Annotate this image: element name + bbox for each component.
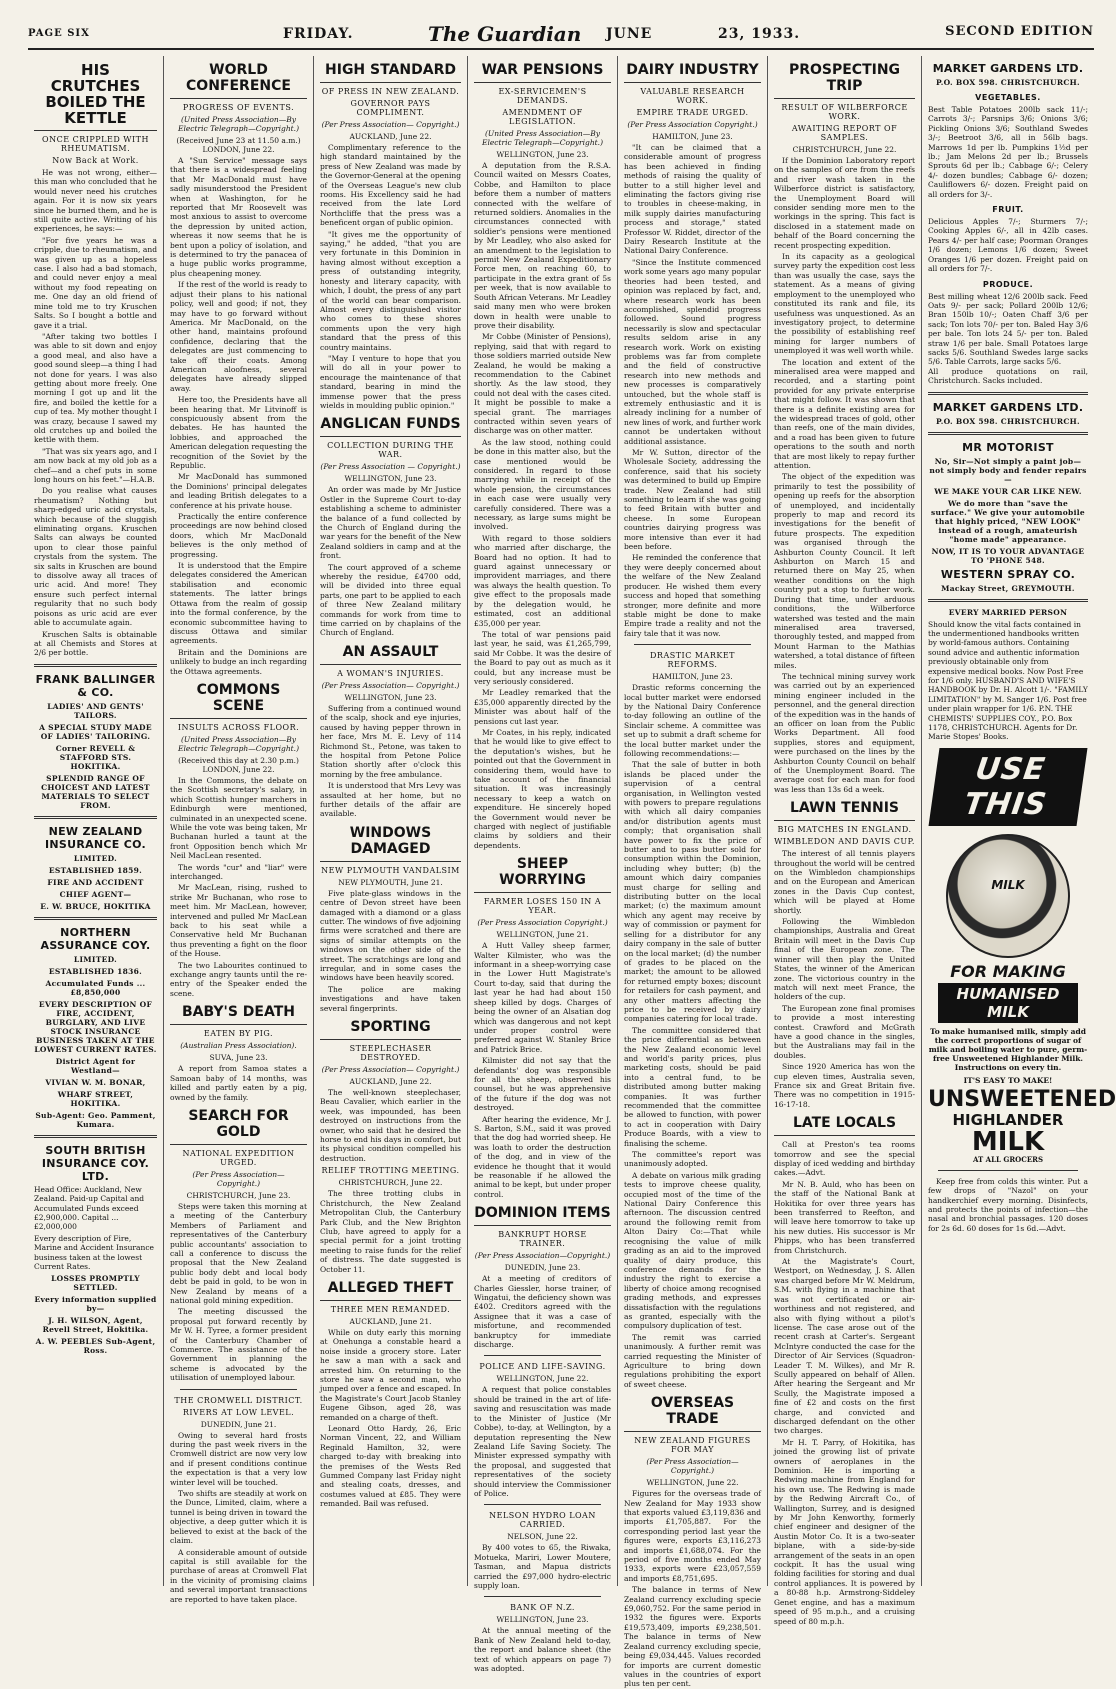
article-paragraph: Figures for the overseas trade of New Zealand for May 1933 show that exports valued £3,119,836 and imports £1,705,887. For the corresponding period last year the figures were, exports £3,116,273 and imports £1,688,074. For the period of five months ended May 1933, exports were £23,057,559 and imports £8,751,695. [624,1489,761,1583]
article-subheading: A WOMAN'S INJURIES. [337,668,444,678]
article-dateline: CHRISTCHURCH, June 23. [186,1190,291,1200]
article-headline: WORLD CONFERENCE [170,58,307,99]
article-paragraph: A Hutt Valley sheep farmer, Walter Kilmister, who was the informant in a sheep-worrying case in the Lower Hutt Magistrate's Court to-day, said that during the last year he had had about 150 sheep killed by dogs. Charges of being the owner of an Alsatian dog which was dangerous and not kept under proper control were preferred against W. Stanley Brice and Patrick Brice. [474,941,611,1054]
advertisement-ballinger [34,673,157,810]
article-paragraph: Mr W. Sutton, director of the Wholesale Society, addressing the conference, said that his society was determined to build up Empire trade. New Zealand had still something to learn if she was going to feed Britain with butter and cheese. In some European countries dairying progress was more intensive than ever it had been before. [624,448,761,552]
article-paragraph: An order was made by Mr Justice Ostler in the Supreme Court to-day establishing a scheme to administer the balance of a fund collected by the Church of England during the war years for the benefit of the New Zealand soldiers in camp and at the front. [320,485,461,561]
article-credit: (Per Press Association— Copyright.) [192,1169,285,1188]
article-headline: PROSPECTING TRIP [774,58,915,99]
article-dateline: WELLINGTON, June 21. [496,930,589,940]
ad-heading: MR MOTORIST [962,440,1054,454]
article-credit: (Per Press Association— Copyright.) [321,120,460,129]
article-paragraph: The two Labourites continued to exchange angry taunts until the re-entry of the Speaker ended the scene. [170,960,307,998]
price-list: Best Table Potatoes 200lb sack 11/-; Carrots 3/-; Parsnips 3/6; Onions 3/6; Pickling Onions 3/6; Southland Swedes 3/-; Beetroot 3/6, all in 56lb bags. Marrows 1d per lb. Pumpkins 1½d per lb.; Jam Melons 2d per lb.; Brussels Sprouts 6d per lb.; Cabbage 6/-; Celery 4/- dozen bundles; Cabbage 6/- dozen; Cauliflowers 6/- dozen. Freight paid on all orders for 3/-. [928,105,1088,199]
price-list-heading: PRODUCE. [982,279,1034,289]
article-paragraph: A considerable amount of outside capital is still available for the purchase of areas at Cromwell Flat in the vicinity of promising claims and several important transactions are reported to have taken place. [170,1547,307,1604]
article-subheading: DRASTIC MARKET REFORMS. [650,651,735,670]
article-paragraph: Keep free from colds this winter. Put a few drops of "Nazol" on your handkerchief every morning. Disinfects, and protects the points of infection—the nasal and bronchial passages. 120 doses for 2s 6d. 60 doses for 1s 6d.—Advt. [928,1176,1088,1233]
article-headline: HIS CRUTCHES BOILED THE KETTLE [34,58,157,131]
article-paragraph: Practically the entire conference proceedings are now behind closed doors, which Mr MacDonald believes is the only method of progressing. [170,512,307,559]
article-paragraph: The committee considered that the price differential as between the New Zealand economic level and world's parity prices, plus marketing costs, should be paid into a central fund, to be distributed among butter making companies. It was further recommended that the committee be allowed to function, with power to act in cooperation with Dairy Produce Boards, with a view to finalising the scheme. [624,1025,761,1148]
article-credit: (United Press Association—By Electric Telegraph—Copyright.) [481,129,603,147]
article-dateline: CHRISTCHURCH, June 22. [792,145,897,154]
article-subheading: THE CROMWELL DISTRICT. [174,1395,303,1405]
article-subheading: POLICE AND LIFE-SAVING. [479,1362,606,1372]
article-headline: ALLEGED THEFT [320,1276,461,1301]
masthead-date: 23, 1933. [718,26,801,42]
article-paragraph: Following the Wimbledon championships, Australia and Great Britain will meet in the Davis Cup final of the European zone. The winner will then play the United States, the winner of the American zone. The victorious country in the match will next meet France, the holders of the cup. [774,917,915,1002]
article-paragraph: "May I venture to hope that you will do all in your power to encourage the maintenance of that standard, bearing in mind the immense power that the press wields in moulding public opinion." [320,353,461,410]
divider [634,644,751,645]
column-5 [618,56,768,1689]
edition-label: SECOND EDITION [945,24,1094,39]
article-headline: SHEEP WORRYING [474,852,611,893]
advertisement-south-british [34,1144,157,1356]
article-subheading: GOVERNOR PAYS COMPLIMENT. [350,99,431,117]
article-subheading: RIVERS AT LOW LEVEL. [182,1407,295,1417]
ad-line: ESTABLISHED 1836. [48,966,143,976]
ad-line: Accumulated Funds ... £8,850,000 [45,978,146,997]
ad-heading: SOUTH BRITISH INSURANCE COY. LTD. [41,1143,150,1183]
article-paragraph: The technical mining survey work was carried out by an experienced mining engineer included in the personnel, and the general direction of the expedition was in the hands of an officer on loan from the Public Works Department. All food supplies, stores and equipment, were purchased on the lines by the Ashburton County Council on behalf of the Unemployment Board. The average cost for each man for food was less than 13s 6d a week. [774,671,915,794]
ad-line: Mackay Street, GREYMOUTH. [941,583,1075,593]
advertisement-market-gardens-2 [928,401,1088,426]
article-paragraph: The three trotting clubs in Christchurch, the New Zealand Metropolitan Club, the Canterbury Park Club, and the New Brighton Club, have agreed to apply for a special permit for a joint trotting meeting to raise funds for the relief of distress. The date suggested is October 11. [320,1189,461,1274]
ad-line: We do more than "save the surface." We give your automobile that highly priced, "NEW LOOK" instead of a rough, amateurish "home made" appearance. [931,498,1085,544]
article-paragraph: The European zone final promises to provide a most interesting contest. Crawford and McGrath have a good chance in the singles, but the Australians may fail in the doubles. [774,1003,915,1060]
article-credit: (Per Press Association Copyright.) [627,120,758,129]
article-paragraph: The words "cur" and "liar" were interchanged. [170,862,307,881]
article-headline: COMMONS SCENE [170,678,307,719]
article-paragraph: In the Commons, the debate on the Scottish secretary's salary, in which Scottish hunger marchers in Edinburgh were mentioned, culminated in an unexpected scene. While the vote was being taken, Mr Buchanan hurled a taunt at the front Opposition bench which Mr Neil MacLean resented. [170,775,307,861]
ad-line: SPLENDID RANGE OF CHOICEST AND LATEST MATERIALS TO SELECT FROM. [41,773,150,810]
price-list: Best milling wheat 12/6 200lb sack. Feed Oats 9/- per sack; Pollard 200lb 12/6; Bran 150lb 10/-; Oaten Chaff 3/6 per sack; Ton lots 70/- per ton. Baled Hay 3/6 per bale. Ton lots 24 5/- per ton. Baled straw 1/6 per bale. Small Potatoes large sacks 5/6. Southland Swedes large sacks 5/6. Table Carrots, large sacks 5/6. [928,291,1088,367]
article-credit: (Per Press Association—Copyright.) [474,1251,611,1261]
article-subheading: PROGRESS OF EVENTS. [182,103,295,112]
article-subheading: FARMER LOSES 150 IN A YEAR. [483,897,602,916]
ad-line: FIRE AND ACCIDENT [47,877,144,887]
article-paragraph: Suffering from a continued wound of the scalp, shock and eye injuries, caused by having pepper thrown in her face, Mrs M. E. Levy of 114 Richmond St., Petone, was taken to the hospital from Petone Police Station shortly after o'clock this morning by the free ambulance. [320,703,461,779]
article-subheading: WIMBLEDON AND DAVIS CUP. [774,837,915,847]
article-paragraph: "After taking two bottles I was able to sit down and enjoy a good meal, and also have a good sound sleep—a thing I had not done for years. I was also getting about more freely. One morning I got up and lit the fire, and boiled the kettle for a cup of tea. My mother thought I was crazy, because I sawed my old crutches up and boiled the kettle with them. [34,331,157,445]
article-paragraph: "For five years he was a cripple, due to rheumatism, and was given up as a hopeless case. I also had a bad stomach, and could never enjoy a meal without my food repeating on me. One day an old friend of mine told me to try Kruschen Salts. So I bought a bottle and gave it a trial. [34,235,157,330]
article-paragraph: A "Sun Service" message says that there is a widespread feeling that Mr MacDonald must have sadly misunderstood the President when at Washington, for he reported that Mr Roosevelt was most anxious to assist to overcome the depression by united action, whereas it now seems that he is bent upon a policy of isolation, and is determined to try the panacea of a huge public works programme, plus cheapening money. [170,156,307,278]
article-dateline: AUCKLAND, June 21. [349,1316,432,1326]
milk-instructions: To make humanised milk, simply add the correct proportions of sugar of milk and boiling water to pure, germ-free Unsweetened Highlander Milk. Instructions on every tin. [928,1026,1088,1072]
article-paragraph: At a meeting of creditors of Charles Giessler, horse trainer, of Wingatui, the deficiency shown was £402. Creditors agreed with the Assignee that it was a case of misfortune, and recommended bankruptcy for immediate discharge. [474,1274,611,1350]
article-dateline: HAMILTON, June 23. [652,132,733,141]
article-dateline: DUNEDIN, June 23. [504,1263,581,1273]
article-dateline: WELLINGTON, June 22. [646,1478,739,1488]
ad-line: LADIES' AND GENTS' TAILORS. [47,701,144,720]
article-headline: LAWN TENNIS [774,796,915,821]
divider [938,1170,1078,1171]
article-credit: (Per Press Association Copyright.) [477,918,608,928]
column-2 [164,56,314,1604]
article-credit: (Per Press Association— Copyright.) [321,1065,460,1075]
article-dateline: AUCKLAND, June 22. [349,1077,432,1087]
ad-line: CHIEF AGENT— [59,889,132,899]
article-paragraph: After hearing the evidence, Mr J. S. Barton, S.M., said it was proved that the dog had worried sheep. He was loath to order the destruction of the dog, and in view of the evidence he thought that it would be reasonable if he allowed the animal to be kept, but under proper control. [474,1114,611,1199]
article-dateline: DUNEDIN, June 21. [200,1419,277,1429]
article-dateline: NEW PLYMOUTH, June 21. [338,877,443,887]
article-subheading: EX-SERVICEMEN'S DEMANDS. [498,87,587,105]
article-subheading: THREE MEN REMANDED. [330,1304,451,1314]
article-subheading: EMPIRE TRADE URGED. [636,108,749,117]
article-dateline: WELLINGTON, June 22. [496,1374,589,1384]
article-paragraph: Mr Coates, in his reply, indicated that he would like to give effect to the deputation's wishes, but he pointed out that the Government in considering them, would have to take account of the financial situation. It was increasingly necessary to keep a watch on expenditure. He sincerely hoped the Government would never be charged with neglect of justifiable claims by soldiers and their dependents. [474,727,611,850]
advertisement-motorist [928,441,1088,593]
article-paragraph: At the Magistrate's Court, Westport, on Wednesday, J. S. Allen was charged before Mr W. Meldrum, S.M. with flying in a machine that was not certificated or air-worthiness and not registered, and also with flying without a pilot's license. The case arose out of the recent crash at Carter's. Sergeant McIntyre conducted the case for the Director of Air Services (Squadron-Leader T. M. Wilkes), and Mr R. Scully appeared on behalf of Allen. After hearing the Sergeant and Mr Scully, the Magistrate imposed a fine of £2 and costs on the first charge, and convicted and discharged defendant on the other two charges. [774,1257,915,1436]
ad-heading: MARKET GARDENS LTD. [932,400,1084,414]
article-paragraph: Steps were taken this morning at a meeting of the Canterbury Members of Parliament and representatives of the Canterbury public accountants' association to call a conference to discuss the proposal that the New Zealand public body debt and local body debt be paid in gold, to be won in New Zealand by means of a national gold mining expedition. [170,1201,307,1305]
divider [484,1355,601,1356]
milk-grocers: AT ALL GROCERS [972,1154,1044,1164]
article-paragraph: The remit was carried unanimously. A further remit was carried requesting the Minister of Agriculture to bring down regulations prohibiting the export of sweet cheese. [624,1332,761,1389]
milk-can-label: MILK [991,877,1025,892]
article-credit: (Per Press Association — Copyright.) [320,462,461,472]
article-subheading: BANK OF N.Z. [510,1603,575,1613]
milk-name: HUMANISED MILK [938,983,1078,1023]
ad-text: Head Office: Auckland, New Zealand. Paid-up Capital and Accumulated Funds exceed £2,900,000. Capital ... £2,000,000 [34,1184,145,1232]
article-headline: WINDOWS DAMAGED [320,821,461,862]
article-headline: BABY'S DEATH [170,1000,307,1025]
article-dateline: SUVA, June 23. [209,1053,268,1063]
ad-line: Every information supplied by— [34,1295,157,1314]
divider [928,599,1088,602]
ad-line: WE MAKE YOUR CAR LIKE NEW. [934,486,1082,496]
article-subheading: RELIEF TROTTING MEETING. [321,1166,460,1176]
article-headline: ANGLICAN FUNDS [320,412,461,437]
article-subheading: STEEPLECHASER DESTROYED. [349,1044,432,1063]
article-paragraph: Do you realise what causes rheumatism? Nothing but sharp-edged uric acid crystals, which because of the sluggish eliminating organs. Kruschen Salts can always be counted upon to clear those painful crystals from the system. The six salts in Kruschen are bound to dissolve away all traces of uric acid. And more! They ensure such perfect internal regularity that no such body poisons as uric acid are ever able to accumulate again. [34,486,157,628]
article-paragraph: Mr MacDonald has summoned the Dominions' principal delegates and leading British delegates to a conference at his private house. [170,472,307,510]
article-subheading: NATIONAL EXPEDITION URGED. [182,1148,295,1167]
milk-for: FOR MAKING [950,961,1066,981]
milk-easy: IT'S EASY TO MAKE! [963,1075,1053,1085]
newspaper-title: The Guardian [428,22,582,46]
article-dateline: (Received June 23 at 11.50 a.m.) LONDON, June 22. [176,136,301,154]
article-paragraph: Mr H. T. Parry, of Hokitika, has joined the growing list of private owners of aeroplanes in the Dominion. He is importing a Redwing machine from England for his own use. The Redwing is made by the Redwing Aircraft Co., of Wallington, Surrey, and is designed by Mr John Kenworthy, formerly chief engineer and designer of the Austin Motor Co. It is a two-seater biplane, with a side-by-side arrangement of the seats in an open cockpit. It has the usual wing folding facilities for storing and dual control appliances. It is powered by a 80-88 h.p. Armstrong-Siddeley Genet engine, and has a maximum speed of 95 m.p.h., and a cruising speed of 80 m.p.h. [774,1437,915,1626]
ad-line: WHARF STREET, HOKITIKA. [57,1089,134,1108]
article-subheading: ONCE CRIPPLED WITH RHEUMATISM. [42,135,149,153]
article-headline: AN ASSAULT [320,640,461,665]
article-paragraph: He was not wrong, either—this man who concluded that he would never need his crutches again. For it is now six years since he burned them, and he is still quite active. Writing of his experiences, he says:— [34,168,157,234]
article-paragraph: The location and extent of the mineralised area were mapped and recorded, and a starting point provided for any private enterprise that might follow. It was shown that there is a definite existing area for the widespread traces of gold, other than reefs, one of the main divides, and a road has been given to future operations to the south and north that are most likely to repay further attention. [774,357,915,470]
milk-brand-line3: MILK [971,1126,1045,1157]
milk-banner: USE THIS [929,748,1088,826]
price-list-heading: VEGETABLES. [975,93,1041,102]
article-headline: SEARCH FOR GOLD [170,1104,307,1145]
article-dateline: WELLINGTON, June 23. [344,692,437,702]
article-dateline: WELLINGTON, June 23. [496,1615,589,1625]
column-3 [314,56,468,1586]
ad-line: P.O. BOX 598. CHRISTCHURCH. [936,78,1080,87]
ad-heading: NEW ZEALAND INSURANCE CO. [44,824,147,851]
article-paragraph: In its capacity as a geological survey party the expedition cost less than was usually the case, says the statement. As a means of giving employment to the unemployed who constituted its rank and file, its usefulness was unquestioned. As an investigatory project, to determine the possibility of establishing reef mining for larger numbers of unemployed it was well worth while. [774,252,915,356]
article-paragraph: "It can be claimed that a considerable amount of progress has been achieved in finding methods of raising the quality of butter to a still higher level and eliminating the factors giving rise to troubles in cheese-making, in milk supply dairies manufacturing process and storage," stated Professor W. Riddet, director of the Dairy Research Institute at the National Dairy Conference. [624,143,761,256]
ad-line: A SPECIAL STUDY MADE OF LADIES' TAILORING. [39,722,152,741]
article-paragraph: The object of the expedition was primarily to test the possibility of opening up reefs for the absorption of unemployed, and incidentally properly to map and record its investigations for the benefit of future prospects. The expedition was organised through the Ashburton County Council. It left Ashburton on March 15 and returned there on May 25, when weather conditions on the high country put a stop to further work. During that time, under arduous conditions, the Wilberforce watershed was tested and the main mineralised area traversed, thoroughly tested, and mapped from Mount Harman to the Mathias watershed, a total distance of fifteen miles. [774,472,915,670]
ad-heading: WESTERN SPRAY CO. [940,567,1076,581]
article-paragraph: If the Dominion Laboratory report on the samples of ore from the reefs and river wash taken in the Wilberforce district is satisfactory, the Unemployment Board will consider sending more men to the workings in the spring. This fact is disclosed in a statement made on behalf of the Board concerning the recent prospecting expedition. [774,156,915,250]
article-subheading: NEW PLYMOUTH VANDALSIM [321,865,460,875]
ad-text: Every description of Fire, Marine and Accident Insurance business taken at the lowest Current Rates. [34,1233,154,1271]
divider [34,1135,157,1138]
milk-brand-line2: HIGHLANDER [952,1110,1064,1129]
ad-line: E. W. BRUCE, HOKITIKA [40,901,151,911]
article-paragraph: It is understood that the Empire delegates considered the American stabilisation and economic statements. The latter brings Ottawa from the realm of gossip into the formal conference, by the economic subcommittee having to discuss Ottawa and similar agreements. [170,561,307,646]
price-list: Delicious Apples 7/-; Sturmers 7/-; Cooking Apples 6/-, all in 42lb cases. Pears 4/- per half case; Poorman Oranges 1/6 dozen; Lemons 1/6 dozen; Sweet Oranges 1/6 per dozen. Freight paid on all orders for 7/-. [928,217,1088,274]
article-subheading: COLLECTION DURING THE WAR. [327,441,454,460]
ad-line: Sub-Agent: Geo. Pamment, Kumara. [35,1110,156,1129]
article-paragraph: Two shifts are steadily at work on the Dunce, Limited, claim, where a tunnel is being driven in toward the objective, a deep gutter which it is believed to exist at the back of the claim. [170,1489,307,1546]
divider [34,917,157,920]
article-credit: (United Press Association—By Electric Telegraph—Copyright.) [177,115,299,133]
article-paragraph: Mr MacLean, rising, rushed to strike Mr Buchanan, who rose to meet him. Mr MacLean, however, intervened and pulled Mr MacLean back to his seat while a Conservative held Mr Buchanan thus preventing a fight on the floor of the House. [170,883,307,959]
ad-heading: MARKET GARDENS LTD. [932,62,1084,75]
column-1 [28,56,164,1586]
page-number: PAGE SIX [28,28,90,39]
article-subheading: INSULTS ACROSS FLOOR. [177,722,300,732]
article-headline: DOMINION ITEMS [474,1201,611,1226]
ad-line: No, Sir—Not simply a paint job—not simply body and fender repairs— [929,456,1087,484]
article-headline: OVERSEAS TRADE [624,1391,761,1432]
article-paragraph: "It gives me the opportunity of saying," he added, "that you are very fortunate in this Dominion in having almost without exception a press of outstanding integrity, honesty and literary capacity, with which, I doubt, the press of any part of the world can bear comparison. Almost every distinguished visitor who comes to these shores comments upon the very high standard that the press of this country maintains. [320,229,461,352]
article-paragraph: Kilmister did not say that the defendants' dog was responsible for all the sheep, observed his counsel, but he was apprehensive of the future if the dog was not destroyed. [474,1056,611,1113]
article-credit: (United Press Association—By Electric Telegraph—Copyright.) [177,734,299,753]
ad-line: NOW, IT IS TO YOUR ADVANTAGE TO 'PHONE 548. [931,546,1085,565]
divider [928,432,1088,435]
article-paragraph: A debate on various milk grading tests to improve cheese quality, occupied most of the time of the National Dairy Conference this afternoon. The discussion centred around the following remit from Alton Dairy Co:—That while recognising the value of milk grading as an aid to the improved quality of dairy produce, this conference demands for the industry the right to exercise a liberty of choice among recognised grading methods, and expresses dissatisfaction with the regulations as granted, especially with the compulsory duplication of test. [624,1170,761,1331]
divider [484,1596,601,1597]
ad-line: LIMITED. [73,954,118,964]
article-dateline: WELLINGTON, June 23. [496,150,589,159]
ad-line: VIVIAN W. M. BONAR, [45,1077,146,1087]
divider [928,392,1088,395]
article-subheading: RESULT OF WILBERFORCE WORK. [781,103,908,121]
article-subheading: BIG MATCHES IN ENGLAND. [777,825,912,835]
article-paragraph: Drastic reforms concerning the local butter market were endorsed by the National Dairy Conference to-day following an outline of the Sinclair scheme. A committee was set up to submit a draft scheme for the local butter market under the following recommendations:— [624,683,761,758]
article-headline: WAR PENSIONS [474,58,611,83]
article-subheading: NEW ZEALAND FIGURES FOR MAY [634,1436,751,1455]
article-paragraph: The meeting discussed the proposal put forward recently by Mr W. H. Tyree, a former president of the Canterbury Chamber of Commerce. The assistance of the Government in planning the scheme is advocated by the utilisation of unemployed labour. [170,1307,307,1383]
article-dateline: (Received this day at 2.30 p.m.) LONDON, June 22. [178,755,299,774]
article-paragraph: Mr N. B. Auld, who has been on the staff of the National Bank at Hokitika for over three years has been transferred to Reefton, and will leave here tomorrow to take up his new duties. His successor is Mr Phipps, who has been transferred from Christchurch. [774,1179,915,1255]
ad-line: ESTABLISHED 1859. [48,865,143,875]
article-paragraph: At the annual meeting of the Bank of New Zealand held to-day, the report and balance sheet (the text of which appears on page 7) was adopted. [474,1626,611,1673]
divider [34,664,157,667]
article-paragraph: Owing to several hard frosts during the past week rivers in the Cromwell district are now very low and if present conditions continue the expectation is that a very low winter level will be touched. [170,1430,307,1487]
ad-line: EVERY DESCRIPTION OF FIRE, ACCIDENT, BURGLARY, AND LIVE STOCK INSURANCE BUSINESS TAKEN AT THE LOWEST CURRENT RATES. [34,999,157,1054]
article-credit: (Australian Press Association). [180,1041,297,1051]
advertisement-nz-insurance [34,825,157,911]
article-dateline: AUCKLAND, June 22. [349,132,432,141]
article-credit: (Per Press Association— Copyright.) [646,1457,739,1476]
article-paragraph: "That was six years ago, and I am now back at my old job as a chef—and a chef puts in some long hours on his feet."—H.A.B. [34,446,157,484]
article-subheading: AMENDMENT OF LEGISLATION. [502,108,583,126]
article-paragraph: Complimentary reference to the high standard maintained by the press of New Zealand was made by the Governor-General at the opening of the Overseas League's new club rooms. His Excellency said he had received from the late Lord Northcliffe that the press was a beneficent organ of public opinion. [320,143,461,228]
article-paragraph: A deputation from the R.S.A. Council waited on Messrs Coates, Cobbe, and Hamilton to place before them a number of matters connected with the welfare of returned soldiers. Anomalies in the circumstances connected with soldier's pensions were mentioned by Mr Leadley, who also asked for an amendment to the legislation to permit New Zealand Expeditionary Force men, on reaching 60, to participate in the extra grant of 5s per week, that is now available to South African Veterans. Mr Leadley said many men who were broken down in health were unable to prove their disability. [474,161,611,330]
masthead-month: JUNE [606,26,653,42]
article-paragraph: The court approved of a scheme whereby the residue, £4700 odd, will be divided into three equal parts, one part to be applied to each of three New Zealand military commands for work from time to time carried on by chaplains of the Church of England. [320,562,461,638]
ad-heading: FRANK BALLINGER & CO. [35,672,156,699]
article-subheading: VALUABLE RESEARCH WORK. [640,87,745,105]
article-paragraph: Five plate-glass windows in the centre of Devon street have been damaged with a diamond or a glass cutter. The windows of five adjoining firms were scratched and there are signs of similar attempts on the windows on the other side of the street. The scratchings are long and irregular, and in some cases the windows have been heavily scored. [320,888,461,983]
ad-heading: EVERY MARRIED PERSON [948,607,1068,617]
article-paragraph: With regard to those soldiers who married after discharge, the Board had no option. It had to guard against unnecessary or improvident marriages, and there was always the health question. To give effect to the proposals made by the delegation would, he estimated, cost an additional £35,000 per year. [474,533,611,628]
price-list-heading: FRUIT. [992,205,1024,215]
column-4 [468,56,618,1673]
ad-line: Corner REVELL & STAFFORD STS. HOKITIKA. [55,743,136,771]
article-paragraph: If the rest of the world is ready to adjust their plans to his national policy, well and good; if not, they may have to go forward without America. Mr MacDonald, on the other hand, maintains profound confidence, declaring that the delegates are just commencing to take off their coats. Among American aloofness, several delegates have already slipped away. [170,280,307,393]
article-dateline: CHRISTCHURCH, June 22. [338,1178,443,1188]
ad-text: Should know the vital facts contained in the undermentioned handbooks written by world-famous authors. Containing sound advice and authentic information previously obtainable only from expensive medical books. Now Post Free for 1/6 only. HUSBAND'S AND WIFE'S HANDBOOK by Dr. H. Alcott 1/-. "FAMILY LIMITATION" by M. Sanger 1/6. Post free under plain wrapper for 1/6. P.N. THE CHEMISTS' SUPPLIES COY., P.O. Box 1178, CHRISTCHURCH. Agents for Dr. Marie Stopes' Books. [928,619,1088,742]
divider [180,1389,297,1390]
article-paragraph: Britain and the Dominions are unlikely to budge an inch regarding the Ottawa agreements. [170,647,307,676]
article-paragraph: The committee's report was unanimously adopted. [624,1150,761,1169]
column-6 [768,56,922,1626]
ad-line: A. W. PEEBLES Sub-Agent, Ross. [35,1337,156,1356]
column-7-advertisements [922,56,1116,1586]
article-paragraph: A request that police constables should be trained in the art of life-saving and resuscitation was made to the Minister of Justice (Mr Cobbe), to-day, at Wellington, by a deputation representing the New Zealand Life Saving Society. The Minister expressed sympathy with the proposal, and suggested that representatives of the society should interview the Commissioner of Police. [474,1385,611,1498]
article-paragraph: While on duty early this morning at Onehunga a constable heard a noise inside a grocery store. Later he saw a man with a sack and arrested him. On returning to the store he saw a second man, who jumped over a fence and escaped. In the Magistrate's Court Jacob Stanley Eugene Gibson, aged 28, was remanded on a charge of theft. [320,1327,461,1422]
milk-brand-line1: UNSWEETENED [928,1086,1116,1112]
advertisement-northern-assurance [34,926,157,1129]
article-paragraph: The total of war pensions paid last year, he said, was £1,265,799, said Mr Cobbe. It was the desire of the Board to pay out as much as it could, but any increase must be very seriously considered. [474,629,611,686]
article-paragraph: The well-known steeplechaser, Beau Cavalier, which earlier in the week, was impounded, has been destroyed on instructions from the owner, who said that he desired the horse to end his days in comfort, but its physical condition compelled his destruction. [320,1088,461,1163]
article-subheading: EATEN BY PIG. [203,1029,274,1039]
price-list-note: All produce quotations on rail, Christchurch. Sacks included. [928,366,1088,386]
ad-heading: NORTHERN ASSURANCE COY. [40,925,151,952]
article-headline: HIGH STANDARD [320,58,461,83]
article-paragraph: The interest of all tennis players throughout the world will be centred on the Wimbledon championships and on the European and American zones in the Davis Cup contest, which will be played at Home shortly. [774,849,915,915]
divider [34,816,157,819]
ad-line: LOSSES PROMPTLY SETTLED. [51,1274,140,1293]
article-headline: DAIRY INDUSTRY [624,58,761,83]
advertisement-market-gardens [928,62,1088,87]
article-paragraph: It is understood that Mrs Levy was assaulted at her home, but no further details of the affair are available. [320,781,461,819]
masthead [28,22,1094,50]
article-credit: (Per Press Association— Copyright.) [321,680,460,690]
advertisement-highlander-milk [928,748,1116,1164]
article-subheading: Now Back at Work. [52,156,139,165]
ad-line: LIMITED. [73,853,118,863]
article-paragraph: Here too, the Presidents have all been hearing that. Mr Litvinoff is conspicuously absent from the debates. He has haunted the lobbies, and approached the American delegation requesting the recognition of the Soviet by the Republic. [170,395,307,470]
ad-line: P.O. BOX 598. CHRISTCHURCH. [936,416,1080,426]
article-paragraph: That the sale of butter in both islands be placed under the supervision of a central organisation, in Wellington vested with powers to prepare regulations with which all dairy companies and/or distribution agents must comply; that organisation shall have power to fix the price of butter and to pass butter sold for consumption within the Dominion, including whey butter; (b) the amount which dairy companies must charge for selling and distributing butter on the local market; (c) the maximum amount which any agent may receive by way of commission or payment for selling for a distributor for any dairy company in the sale of butter on the local market; (d) the number of grades to be placed on the market; the amount to be allowed for returned empty boxes; discount for retailers for cash payment, and any other matters affecting the price to be received by dairy companies catering for local trade. [624,760,761,1024]
divider [484,1504,601,1505]
article-paragraph: Leonard Otto Hardy, 26, Eric Norman Vincent, 22, and William Reginald Hamilton, 32, were charged to-day with breaking into the premises of the Wests Red Gummed Company last Friday night and stealing coats, dresses, and costumes valued at £85. They were remanded. Bail was refused. [320,1424,461,1509]
masthead-day: FRIDAY. [283,26,354,42]
article-dateline: HAMILTON, June 23. [652,672,733,682]
ad-line: District Agent for Westland— [55,1056,136,1075]
article-paragraph: The police are making investigations and have taken several fingerprints. [320,984,461,1013]
article-paragraph: Since 1920 America has won the cup eleven times, Australia seven, France six and Great Britain five. There was no competition in 1915-16-17-18. [774,1062,915,1109]
article-dateline: NELSON, June 22. [507,1532,578,1542]
article-subheading: OF PRESS IN NEW ZEALAND. [321,87,460,96]
article-subheading: AWAITING REPORT OF SAMPLES. [791,124,898,142]
article-paragraph: Mr Leadley remarked that the £35,000 apparently directed by the Minister was about half of the pensions cut last year. [474,688,611,726]
article-dateline: WELLINGTON, June 23. [344,474,437,484]
article-paragraph: Kruschen Salts is obtainable at all Chemists and Stores at 2/6 per bottle. [34,629,157,658]
article-paragraph: Mr Cobbe (Minister of Pensions), replying, said that with regard to those soldiers married outside New Zealand, he would be making a recommendation to the Cabinet shortly. As the law stood, they could not deal with the cases cited. It might be possible to make a special grant. The marriages contracted within seven years of discharge was on other matter. [474,332,611,436]
article-subheading: NELSON HYDRO LOAN CARRIED. [489,1511,596,1530]
article-paragraph: "Since the Institute commenced work some years ago many popular theories had been tested, and opinion was replaced by fact, and, where research work has been accomplished, splendid progress followed. Sound progress necessarily is slow and spectacular results seldom arise in any research work. Work on existing problems was far from complete and the field of constructive research into new methods and new processes is comparatively untouched, but the whole staff is extremely enthusiastic and it is already inclining for a number of new lines of work, and further work cannot be undertaken without additional assistance. [624,257,761,446]
article-paragraph: As the law stood, nothing could be done in this matter also, but the case mentioned would be considered. In regard to those marrying while in receipt of the whole pension, the circumstances in each case were usually very carefully considered. There was a necessary, as large sums might be involved. [474,437,611,532]
article-paragraph: He reminded the conference that they were deeply concerned about the welfare of the New Zealand producer. He wished them every success and hoped that something stronger, more definite and more stable might be done to make Empire trade a reality and not the fairy tale that it was now. [624,553,761,638]
article-paragraph: The balance in terms of New Zealand currency excluding specie £9,060,752. For the same period in 1932 the figures were. Exports £19,573,409, imports £9,238,501. The balance in terms of New Zealand currency excluding specie, being £9,034,445. Values recorded for imports are current domestic values in the countries of export plus ten per cent. [624,1585,761,1689]
article-paragraph: A report from Samoa states a Samoan baby of 14 months, was killed and partly eaten by a pig, owned by the family. [170,1064,307,1102]
article-headline: LATE LOCALS [774,1111,915,1136]
article-paragraph: By 400 votes to 65, the Riwaka, Motueka, Mariri, Lower Moutere, Tasman, and Mapua districts carried the £97,000 hydro-electric supply loan. [474,1543,611,1590]
article-subheading: BANKRUPT HORSE TRAINER. [498,1230,587,1249]
ad-line: J. H. WILSON, Agent, Revell Street, Hokitika. [42,1316,149,1335]
article-headline: SPORTING [320,1015,461,1040]
milk-can-image [946,834,1070,958]
article-paragraph: Call at Preston's tea rooms tomorrow and see the special display of iced wedding and birthday cakes.—Advt. [774,1140,915,1178]
advertisement-married-person [928,608,1088,742]
page-columns [28,56,1116,1689]
